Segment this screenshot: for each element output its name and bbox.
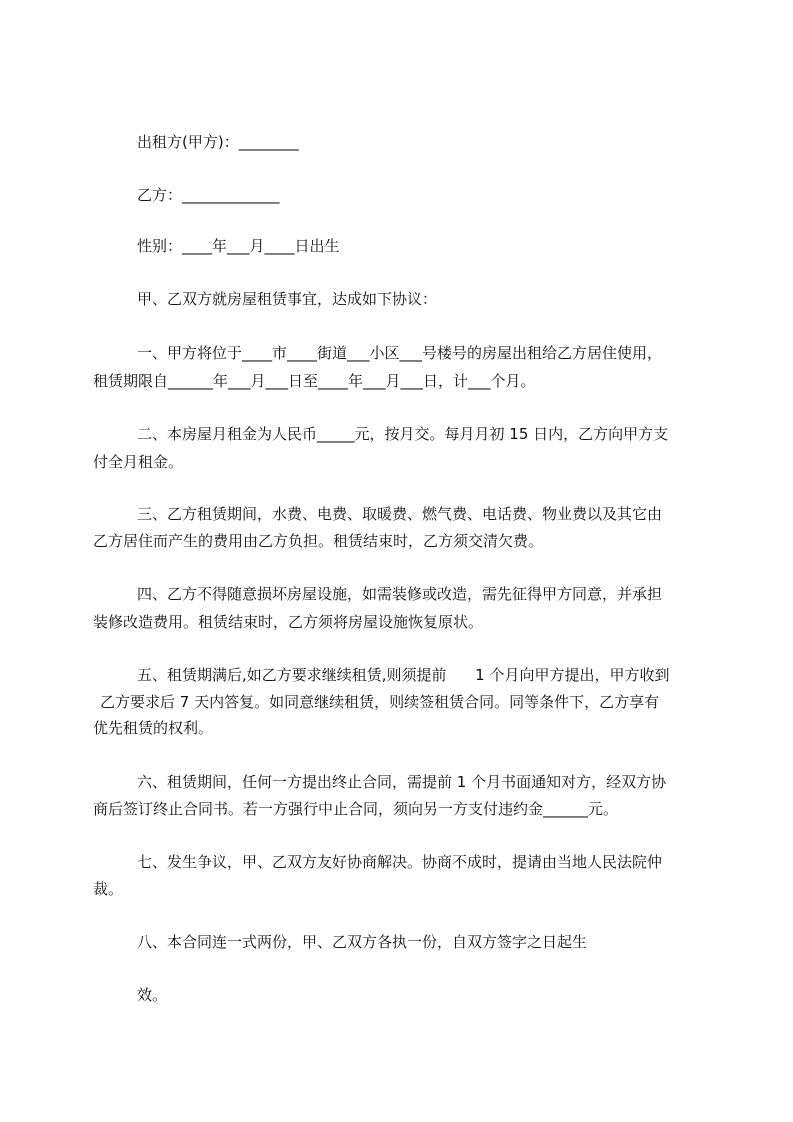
clause-7-line-1: 七、发生争议，甲、乙双方友好协商解决。协商不成时，提请由当地人民法院仲	[137, 853, 663, 871]
clause-4-line-1: 四、乙方不得随意损坏房屋设施，如需装修或改造，需先征得甲方同意，并承担	[137, 585, 663, 603]
lessor-line: 出租方(甲方)：________	[137, 133, 299, 151]
clause-5-line-3: 优先租赁的权利。	[93, 719, 214, 737]
clause-8-line-2: 效。	[137, 986, 168, 1004]
clause-4-line-2: 装修改造费用。租赁结束时，乙方须将房屋设施恢复原状。	[93, 613, 484, 631]
gender-line: 性别：____年___月____日出生	[137, 237, 340, 255]
clause-5-line-1: 五、租赁期满后,如乙方要求继续租赁,则须提前 1 个月向甲方提出，甲方收到	[137, 666, 670, 684]
clause-3-line-1: 三、乙方租赁期间，水费、电费、取暖费、燃气费、电话费、物业费以及其它由	[137, 505, 663, 523]
clause-3-line-2: 乙方居住而产生的费用由乙方负担。租赁结束时，乙方须交清欠费。	[93, 532, 544, 550]
clause-1-line-2: 租赁期限自______年___月___日至____年___月___日，计___个月。	[93, 372, 536, 390]
clause-8-line-1: 八、本合同连一式两份，甲、乙双方各执一份，自双方签字之日起生	[137, 933, 588, 951]
clause-2-line-1: 二、本房屋月租金为人民币_____元，按月交。每月月初 15 日内，乙方向甲方支	[137, 425, 669, 443]
clause-2-line-2: 付全月租金。	[93, 453, 184, 471]
clause-6-line-1: 六、租赁期间，任何一方提出终止合同，需提前 1 个月书面通知对方，经双方协	[137, 773, 667, 791]
intro-line: 甲、乙双方就房屋租赁事宜，达成如下协议：	[137, 290, 438, 308]
clause-6-line-2: 商后签订终止合同书。若一方强行中止合同，须向另一方支付违约金______元。	[93, 800, 619, 818]
party-b-line: 乙方：_____________	[137, 186, 280, 204]
clause-7-line-2: 裁。	[93, 880, 124, 898]
clause-1-line-1: 一、甲方将位于____市____街道___小区___号楼号的房屋出租给乙方居住使用，	[137, 344, 663, 362]
clause-5-line-2: 乙方要求后 7 天内答复。如同意继续租赁，则续签租赁合同。同等条件下，乙方享有	[100, 693, 660, 711]
